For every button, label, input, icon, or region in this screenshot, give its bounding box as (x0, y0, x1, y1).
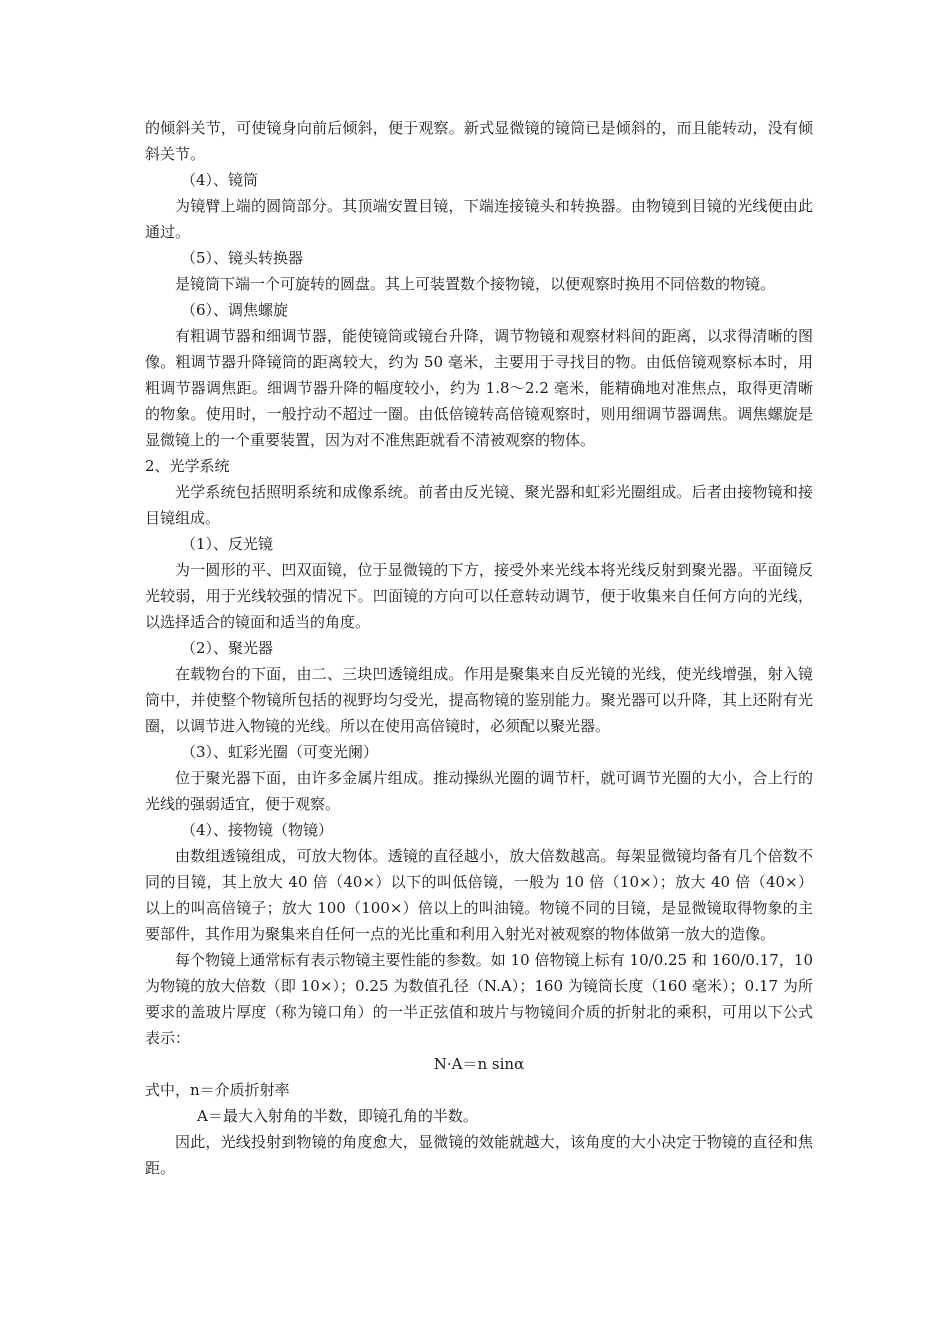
subsection-heading: （2）、聚光器 (181, 639, 274, 657)
paragraph: 每个物镜上通常标有表示物镜主要性能的参数。如 10 倍物镜上标有 10/0.25 和 160/0.17，10 为物镜的放大倍数（即 10×）；0.25 为数值孔径（N.A）；160 为镜筒长度（160 毫米）；0.17 为所要求的盖玻片厚度（称为镜口角）的一半正弦值和玻片与物镜间介质的折射北的乘积，可用以下公式表示： (145, 951, 813, 1047)
formula: N·A＝n sinα (433, 1055, 525, 1073)
subsection-heading: （4）、接物镜（物镜） (181, 821, 334, 839)
document-body (145, 115, 813, 1181)
subsection-heading: （6）、调焦螺旋 (181, 301, 289, 319)
subsection-heading: （3）、虹彩光圈（可变光阑） (181, 743, 379, 761)
paragraph: 位于聚光器下面，由许多金属片组成。推动操纵光圈的调节杆，就可调节光圈的大小，合上行的光线的强弱适宜，便于观察。 (145, 769, 813, 813)
paragraph: 有粗调节器和细调节器，能使镜筒或镜台升降，调节物镜和观察材料间的距离，以求得清晰的图像。粗调节器升降镜筒的距离较大，约为 50 毫米，主要用于寻找目的物。由低倍镜观察标本时，用粗调节器调焦距。细调节器升降的幅度较小，约为 1.8～2.2 毫米，能精确地对准焦点，取得更清晰的物象。使用时，一般拧动不超过一圈。由低倍镜转高倍镜观察时，则用细调节器调焦。调焦螺旋是显微镜上的一个重要装置，因为对不准焦距就看不清被观察的物体。 (145, 327, 813, 449)
section-heading: 2、光学系统 (145, 457, 230, 475)
formula-definition: A＝最大入射角的半数，即镜孔角的半数。 (197, 1107, 478, 1125)
paragraph: 由数组透镜组成，可放大物体。透镜的直径越小，放大倍数越高。每架显微镜均备有几个倍数不同的目镜，其上放大 40 倍（40×）以下的叫低倍镜，一般为 10 倍（10×）；放大 40 倍（40×）以上的叫高倍镜子；放大 100（100×）倍以上的叫油镜。物镜不同的目镜，是显微镜取得物象的主要部件，其作用为聚集来自任何一点的光比重和利用入射光对被观察的物体做第一放大的造像。 (145, 847, 813, 943)
paragraph: 因此，光线投射到物镜的角度愈大，显微镜的效能就越大，该角度的大小决定于物镜的直径和焦距。 (145, 1133, 813, 1177)
paragraph: 为镜臂上端的圆筒部分。其顶端安置目镜，下端连接镜头和转换器。由物镜到目镜的光线便由此通过。 (145, 197, 813, 241)
formula-definition: 式中，n＝介质折射率 (145, 1081, 290, 1099)
paragraph: 在载物台的下面，由二、三块凹透镜组成。作用是聚集来自反光镜的光线，使光线增强，射入镜筒中，并使整个物镜所包括的视野均匀受光，提高物镜的鉴别能力。聚光器可以升降，其上还附有光圈，以调节进入物镜的光线。所以在使用高倍镜时，必须配以聚光器。 (145, 665, 813, 735)
paragraph: 是镜筒下端一个可旋转的圆盘。其上可装置数个接物镜，以便观察时换用不同倍数的物镜。 (175, 275, 776, 293)
paragraph: 的倾斜关节，可使镜身向前后倾斜，便于观察。新式显微镜的镜筒已是倾斜的，而且能转动，没有倾斜关节。 (145, 119, 813, 163)
paragraph: 为一圆形的平、凹双面镜，位于显微镜的下方，接受外来光线本将光线反射到聚光器。平面镜反光较弱，用于光线较强的情况下。凹面镜的方向可以任意转动调节，便于收集来自任何方向的光线，以选择适合的镜面和适当的角度。 (145, 561, 813, 631)
subsection-heading: （1）、反光镜 (181, 535, 274, 553)
subsection-heading: （4）、镜筒 (181, 171, 259, 189)
subsection-heading: （5）、镜头转换器 (181, 249, 304, 267)
paragraph: 光学系统包括照明系统和成像系统。前者由反光镜、聚光器和虹彩光圈组成。后者由接物镜和接目镜组成。 (145, 483, 813, 527)
